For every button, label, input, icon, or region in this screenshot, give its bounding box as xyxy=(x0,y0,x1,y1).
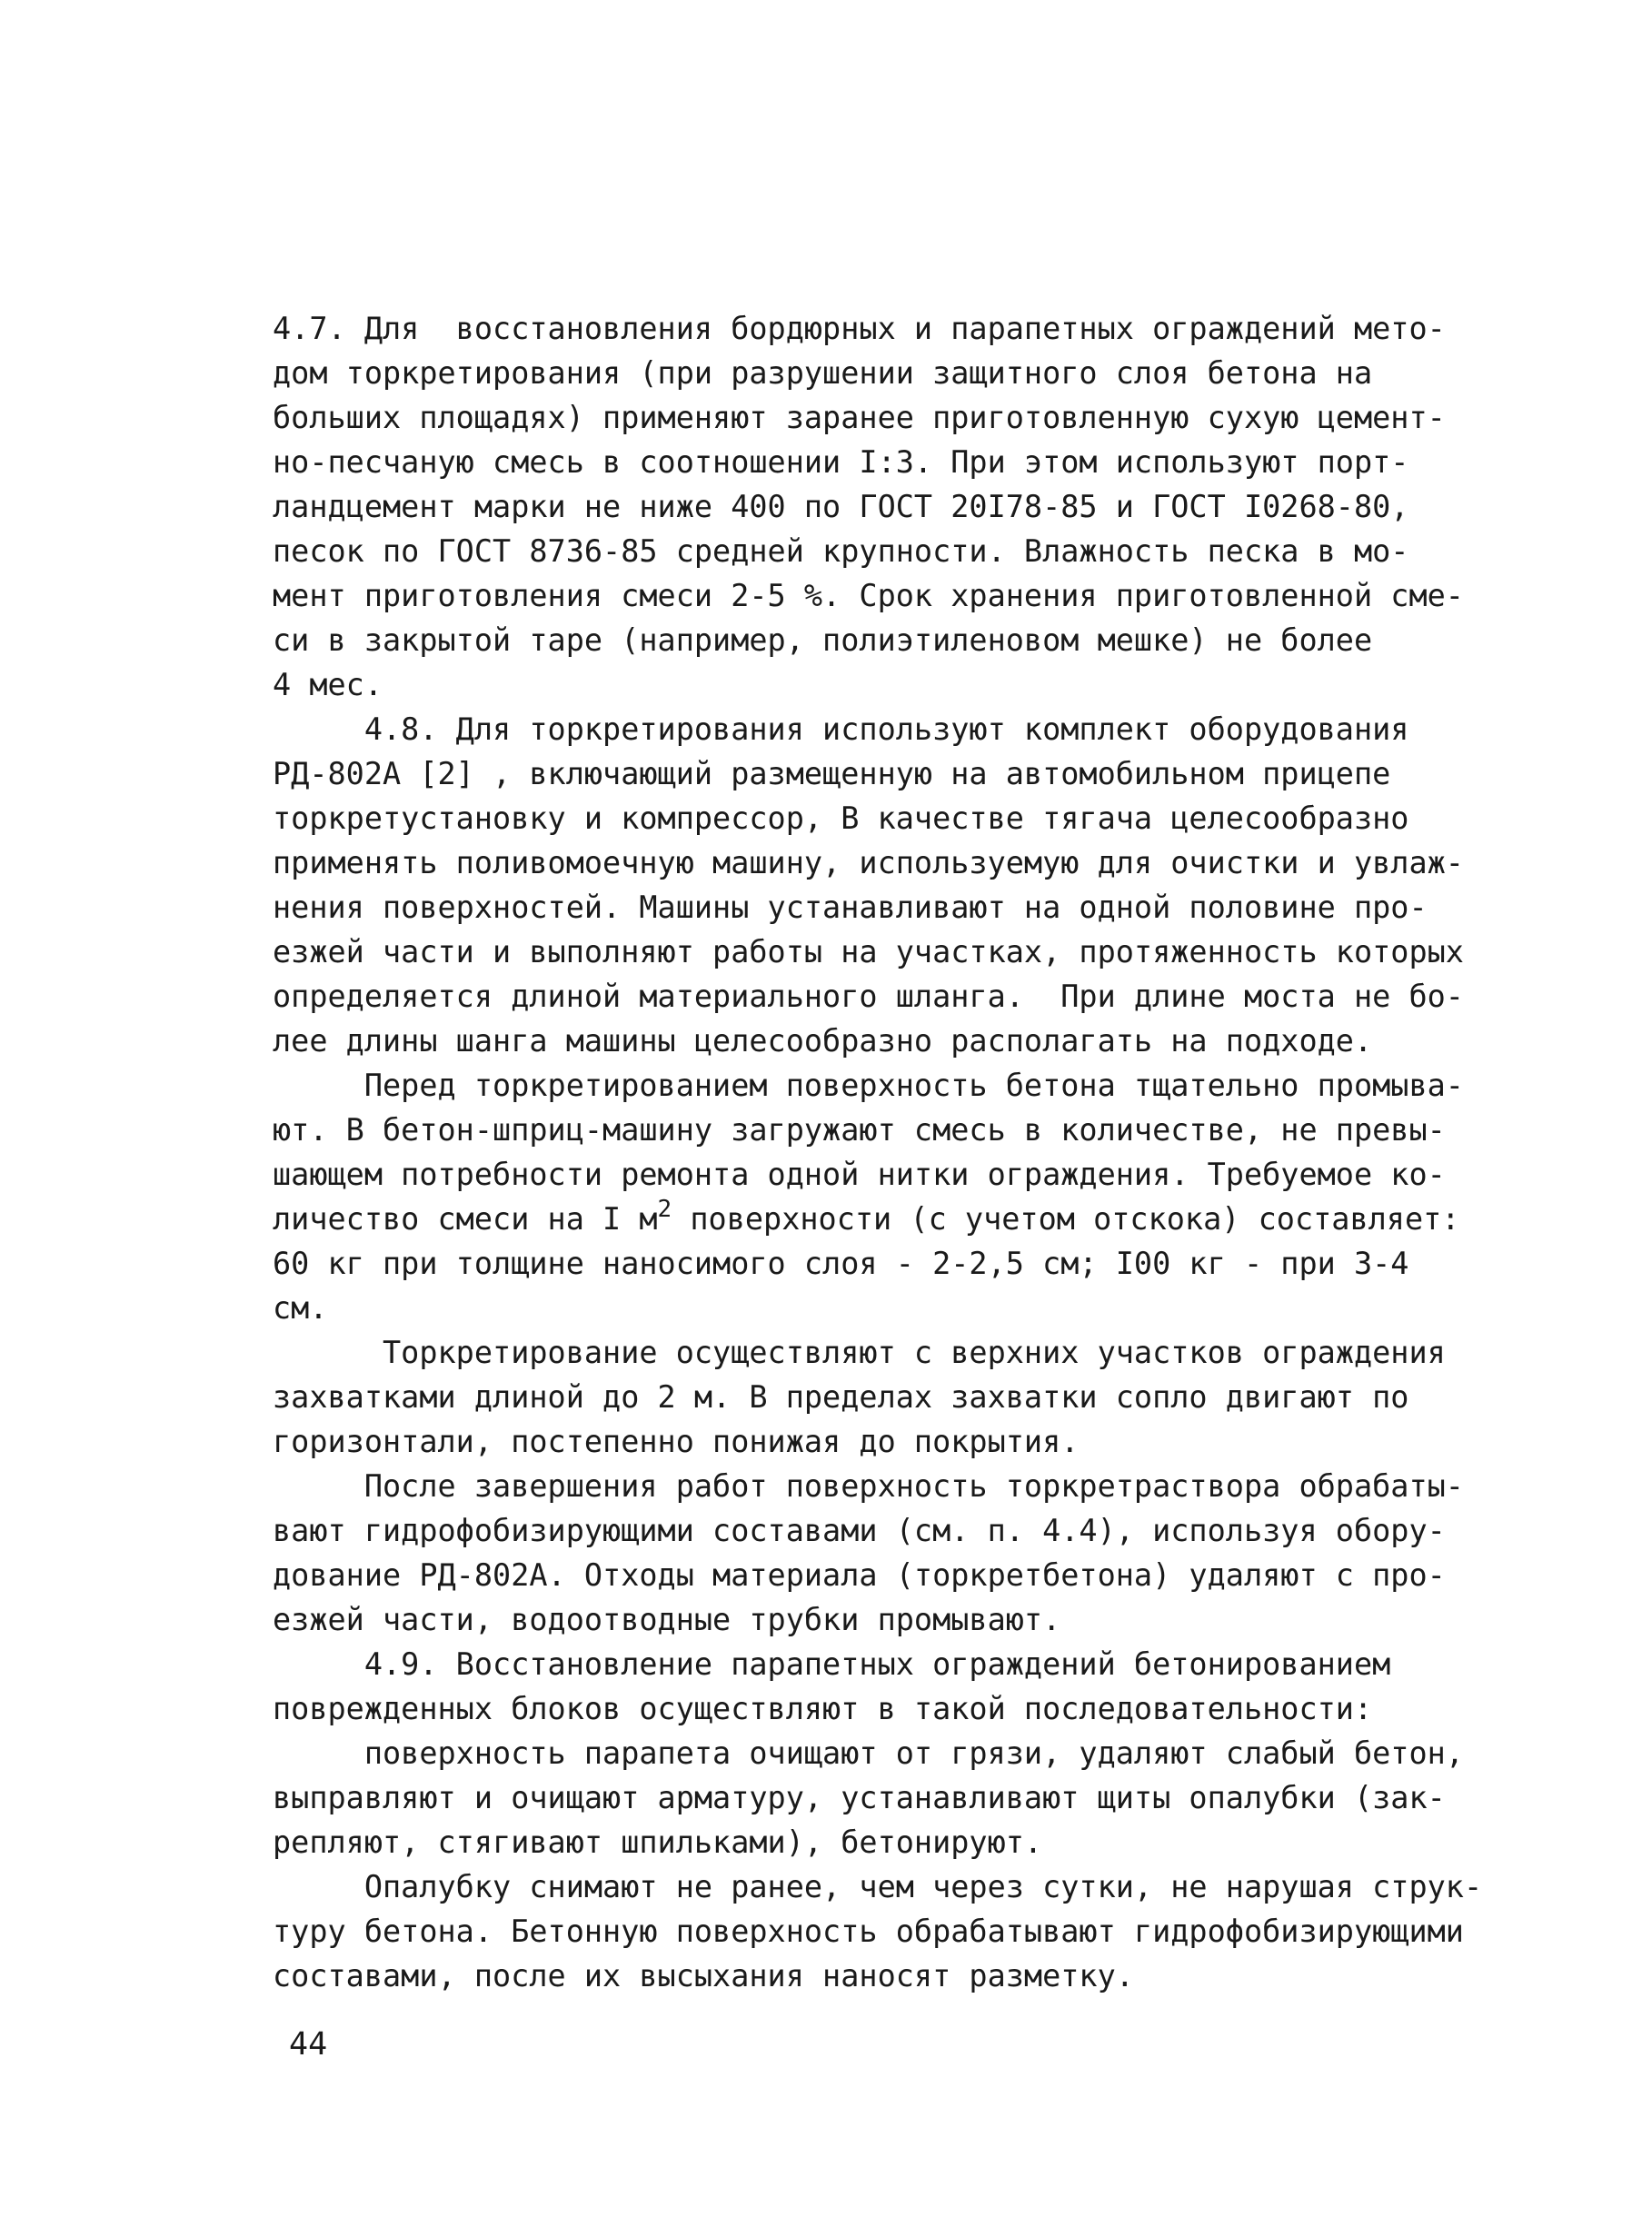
text-line: больших площадях) применяют заранее приготовленную сухую цемент- xyxy=(273,400,1446,435)
text-line: 4 мес. xyxy=(273,667,383,702)
text-line: шающем потребности ремонта одной нитки ограждения. Требуемое ко- xyxy=(273,1157,1446,1192)
text-line: езжей части, водоотводные трубки промывают. xyxy=(273,1602,1061,1637)
body-text xyxy=(273,306,1499,1998)
text-line: дом торкретирования (при разрушении защитного слоя бетона на xyxy=(273,355,1373,391)
text-line: дование РД-802А. Отходы материала (торкретбетона) удаляют с про- xyxy=(273,1557,1446,1593)
text-line: После завершения работ поверхность торкретраствора обрабаты- xyxy=(273,1468,1464,1504)
text-line: 4.9. Восстановление парапетных ограждений бетонированием xyxy=(273,1646,1391,1682)
text-line: захватками длиной до 2 м. В пределах захватки сопло двигают по xyxy=(273,1379,1409,1415)
text-line: ландцемент марки не ниже 400 по ГОСТ 20I78-85 и ГОСТ I0268-80, xyxy=(273,489,1409,524)
text-line: см. xyxy=(273,1290,328,1326)
text-line: РД-802А [2] , включающий размещенную на автомобильном прицепе xyxy=(273,756,1391,791)
text-line: определяется длиной материального шланга. При длине моста не бо- xyxy=(273,979,1464,1014)
text-line: Перед торкретированием поверхность бетона тщательно промыва- xyxy=(273,1068,1464,1103)
text-line: туру бетона. Бетонную поверхность обрабатывают гидрофобизирующими xyxy=(273,1914,1464,1949)
text-line: поверхность парапета очищают от грязи, удаляют слабый бетон, xyxy=(273,1735,1464,1771)
text-line: применять поливомоечную машину, используемую для очистки и увлаж- xyxy=(273,845,1464,880)
text-line: торкретустановку и компрессор, В качестве тягача целесообразно xyxy=(273,800,1409,836)
page-number: 44 xyxy=(289,2026,328,2063)
text-line: нения поверхностей. Машины устанавливают на одной половине про- xyxy=(273,890,1428,925)
superscript-after: поверхности (с учетом отскока) составляет: xyxy=(672,1201,1460,1237)
text-line: Торкретирование осуществляют с верхних участков ограждения xyxy=(273,1335,1446,1370)
text-line-superscript xyxy=(273,1197,1499,1241)
text-line: но-песчаную смесь в соотношении I:3. При этом используют порт- xyxy=(273,444,1409,480)
text-line: 4.8. Для торкретирования используют комплект оборудования xyxy=(273,711,1409,747)
superscript-exponent: 2 xyxy=(657,1196,672,1223)
text-line: 60 кг при толщине наносимого слоя - 2-2,5 см; I00 кг - при 3-4 xyxy=(273,1246,1409,1281)
text-line: 4.7. Для восстановления бордюрных и парапетных ограждений мето- xyxy=(273,311,1446,346)
text-line: вают гидрофобизирующими составами (см. п. 4.4), используя обору- xyxy=(273,1513,1446,1548)
text-line: песок по ГОСТ 8736-85 средней крупности. Влажность песка в мо- xyxy=(273,533,1409,569)
text-line: лее длины шанга машины целесообразно располагать на подходе. xyxy=(273,1023,1373,1059)
text-line: Опалубку снимают не ранее, чем через сутки, не нарушая струк- xyxy=(273,1869,1483,1904)
text-line: мент приготовления смеси 2-5 %. Срок хранения приготовленной сме- xyxy=(273,578,1464,613)
text-line: си в закрытой таре (например, полиэтиленовом мешке) не более xyxy=(273,622,1373,658)
text-line: езжей части и выполняют работы на участках, протяженность которых xyxy=(273,934,1464,969)
text-line: составами, после их высыхания наносят разметку. xyxy=(273,1958,1134,1993)
text-line: ют. В бетон-шприц-машину загружают смесь в количестве, не превы- xyxy=(273,1112,1446,1148)
text-line: горизонтали, постепенно понижая до покрытия. xyxy=(273,1424,1080,1459)
text-line: поврежденных блоков осуществляют в такой последовательности: xyxy=(273,1691,1373,1726)
text-line: репляют, стягивают шпильками), бетонируют. xyxy=(273,1824,1043,1860)
superscript-before: личество смеси на I м xyxy=(273,1201,658,1237)
text-line: выправляют и очищают арматуру, устанавливают щиты опалубки (зак- xyxy=(273,1780,1446,1815)
